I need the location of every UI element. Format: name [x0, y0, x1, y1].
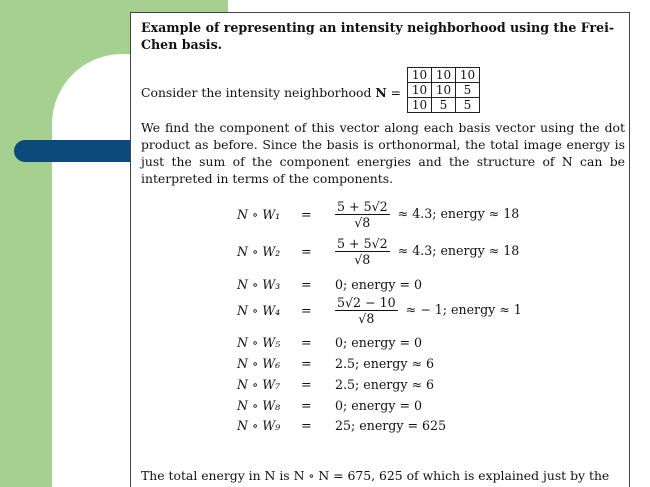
fraction-denominator: √8 — [354, 252, 371, 267]
equation-equals: = — [301, 207, 312, 222]
equation-lhs: N ∘ W₂ — [237, 244, 281, 259]
matrix-cell: 10 — [408, 98, 432, 113]
explanation-paragraph: We find the component of this vector along each basis vector using the dot product as before. Since the basis is orthonormal, the total image energy is just the sum of the component energies and the structure of N can be interpreted in terms of the components. — [141, 120, 625, 186]
equation-result: 2.5; energy ≈ 6 — [335, 356, 435, 371]
equation-lhs: N ∘ W₉ — [237, 418, 281, 433]
matrix-cell: 5 — [432, 98, 456, 113]
equation-lhs: N ∘ W₇ — [237, 377, 281, 392]
fraction-denominator: √8 — [358, 311, 375, 326]
equation-lhs: N ∘ W₄ — [237, 303, 281, 318]
equation-lhs: N ∘ W₃ — [237, 277, 281, 292]
equation-equals: = — [301, 277, 312, 292]
equation-result: ≈ 4.3; energy ≈ 18 — [397, 243, 520, 258]
total-energy-text: The total energy in N is N ∘ N = 675, 625 of which is explained just by the — [141, 468, 610, 483]
matrix-cell: 10 — [456, 68, 480, 83]
fraction — [335, 199, 390, 230]
equation-row — [237, 335, 597, 355]
equation-row — [237, 377, 597, 397]
consider-text: Consider the intensity neighborhood — [141, 85, 372, 100]
equation-lhs: N ∘ W₆ — [237, 356, 281, 371]
equation-row — [237, 236, 597, 267]
equation-result: ≈ − 1; energy ≈ 1 — [405, 302, 522, 317]
equation-equals: = — [301, 356, 312, 371]
equation-equals: = — [301, 398, 312, 413]
fraction-numerator: 5 + 5√2 — [337, 199, 388, 214]
equation-equals: = — [301, 418, 312, 433]
equation-row — [237, 199, 597, 230]
equation-equals: = — [301, 303, 312, 318]
matrix-row — [408, 83, 480, 98]
document-title: Example of representing an intensity neighborhood using the Frei-Chen basis. — [141, 20, 615, 52]
fraction — [335, 236, 390, 267]
neighborhood-variable: N — [375, 85, 387, 100]
document-page — [130, 12, 630, 487]
matrix-cell: 10 — [432, 83, 456, 98]
equation-equals: = — [301, 244, 312, 259]
equation-rhs — [335, 295, 522, 326]
fraction-numerator: 5 + 5√2 — [337, 236, 388, 251]
fraction-denominator: √8 — [354, 215, 371, 230]
equation-row — [237, 277, 597, 297]
equation-rhs — [335, 236, 519, 267]
matrix-cell: 10 — [432, 68, 456, 83]
consider-line — [141, 85, 401, 101]
equation-result: 2.5; energy ≈ 6 — [335, 377, 435, 392]
fraction — [335, 295, 398, 326]
equation-lhs: N ∘ W₅ — [237, 335, 281, 350]
equation-result: 25; energy = 625 — [335, 418, 447, 433]
equals-sign: = — [390, 85, 402, 100]
equation-row — [237, 398, 597, 418]
equation-row — [237, 356, 597, 376]
equation-lhs: N ∘ W₈ — [237, 398, 281, 413]
equation-result: 0; energy = 0 — [335, 335, 423, 350]
equation-equals: = — [301, 335, 312, 350]
equation-result: 0; energy = 0 — [335, 398, 423, 413]
equation-rhs — [335, 199, 519, 230]
equation-row — [237, 418, 597, 438]
matrix-cell: 5 — [456, 83, 480, 98]
fraction-numerator: 5√2 − 10 — [337, 295, 396, 310]
matrix-cell: 5 — [456, 98, 480, 113]
white-top-strip — [228, 0, 650, 12]
matrix-cell: 10 — [408, 83, 432, 98]
equation-result: 0; energy = 0 — [335, 277, 423, 292]
matrix-row — [408, 68, 480, 83]
neighborhood-matrix — [407, 67, 480, 113]
matrix-row — [408, 98, 480, 113]
equation-result: ≈ 4.3; energy ≈ 18 — [397, 206, 520, 221]
equation-row — [237, 295, 597, 326]
equation-lhs: N ∘ W₁ — [237, 207, 281, 222]
equation-equals: = — [301, 377, 312, 392]
matrix-cell: 10 — [408, 68, 432, 83]
